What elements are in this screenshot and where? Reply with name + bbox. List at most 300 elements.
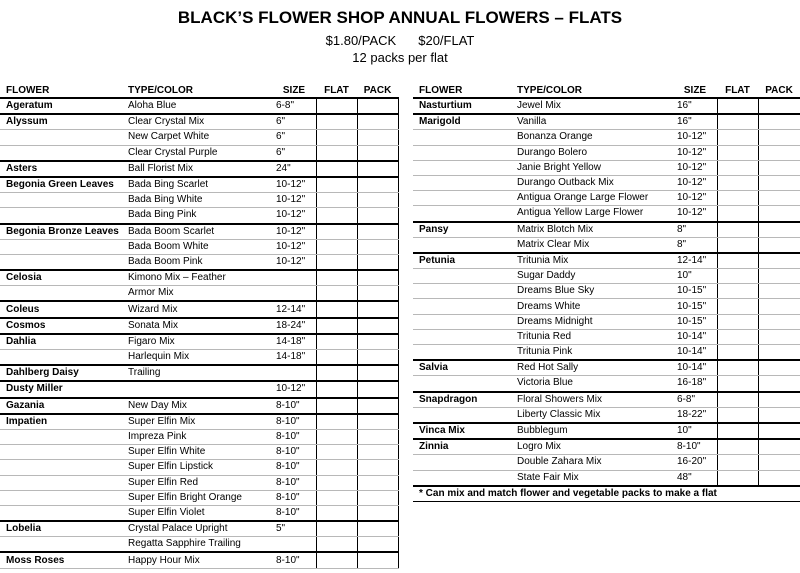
flower-cell <box>413 299 511 314</box>
table-row <box>413 222 800 238</box>
flower-cell <box>413 470 511 486</box>
flower-cell <box>0 537 122 553</box>
pack-qty-cell[interactable] <box>357 224 398 240</box>
pack-qty-cell[interactable] <box>357 414 398 430</box>
table-row <box>413 329 800 344</box>
type-color-cell: Floral Showers Mix <box>511 392 673 408</box>
pack-qty-cell[interactable] <box>357 505 398 521</box>
flat-qty-cell[interactable] <box>316 301 357 317</box>
pack-qty-cell[interactable] <box>758 191 800 206</box>
flat-qty-cell[interactable] <box>717 145 758 160</box>
type-color-cell: Impreza Pink <box>122 429 272 444</box>
pack-qty-cell[interactable] <box>357 398 398 414</box>
table-row <box>0 224 398 240</box>
pack-qty-cell[interactable] <box>758 439 800 455</box>
type-color-cell: Aloha Blue <box>122 98 272 114</box>
type-color-cell: Tritunia Red <box>511 329 673 344</box>
pack-qty-cell[interactable] <box>758 237 800 253</box>
table-row <box>0 177 398 193</box>
type-color-cell: Tritunia Mix <box>511 253 673 269</box>
flat-qty-cell[interactable] <box>316 365 357 381</box>
size-cell: 10-12" <box>272 193 316 208</box>
type-color-cell: Bada Bing White <box>122 193 272 208</box>
type-color-cell: Bada Boom Scarlet <box>122 224 272 240</box>
flower-cell: Pansy <box>413 222 511 238</box>
col-size: SIZE <box>272 83 316 98</box>
table-row <box>0 398 398 414</box>
size-cell: 8-10" <box>272 414 316 430</box>
size-cell: 8-10" <box>272 490 316 505</box>
flower-cell <box>0 460 122 475</box>
flower-cell: Marigold <box>413 114 511 130</box>
flat-qty-cell[interactable] <box>316 161 357 177</box>
pack-qty-cell[interactable] <box>357 270 398 286</box>
type-color-cell: Dreams White <box>511 299 673 314</box>
flat-qty-cell[interactable] <box>717 345 758 361</box>
pack-qty-cell[interactable] <box>357 381 398 397</box>
pack-qty-cell[interactable] <box>758 160 800 175</box>
type-color-cell: Bada Bing Scarlet <box>122 177 272 193</box>
size-cell <box>272 365 316 381</box>
size-cell: 8-10" <box>673 439 717 455</box>
size-cell <box>272 537 316 553</box>
type-color-cell: Durango Bolero <box>511 145 673 160</box>
table-row <box>413 423 800 439</box>
type-color-cell: Kimono Mix – Feather <box>122 270 272 286</box>
flower-cell: Begonia Green Leaves <box>0 177 122 193</box>
flower-cell: Zinnia <box>413 439 511 455</box>
flat-qty-cell[interactable] <box>316 286 357 302</box>
table-row <box>0 460 398 475</box>
type-color-cell: Super Elfin Bright Orange <box>122 490 272 505</box>
col-flower: FLOWER <box>413 83 511 98</box>
flower-cell <box>0 429 122 444</box>
flower-cell <box>413 329 511 344</box>
table-row <box>0 445 398 460</box>
table-row <box>0 552 398 568</box>
flat-qty-cell[interactable] <box>316 98 357 114</box>
flower-cell: Coleus <box>0 301 122 317</box>
price-line <box>0 33 800 48</box>
flower-table-left <box>0 83 399 569</box>
flat-qty-cell[interactable] <box>316 270 357 286</box>
flower-cell <box>413 284 511 299</box>
flat-qty-cell[interactable] <box>717 470 758 486</box>
table-row <box>0 270 398 286</box>
table-row <box>413 269 800 284</box>
flat-qty-cell[interactable] <box>717 407 758 423</box>
size-cell: 10-12" <box>272 239 316 254</box>
flat-qty-cell[interactable] <box>316 208 357 224</box>
size-cell: 10-12" <box>272 177 316 193</box>
flower-cell <box>0 350 122 366</box>
size-cell: 10-12" <box>272 224 316 240</box>
table-row <box>413 98 800 114</box>
pack-qty-cell[interactable] <box>357 429 398 444</box>
pack-qty-cell[interactable] <box>357 475 398 490</box>
flat-qty-cell[interactable] <box>717 284 758 299</box>
flat-qty-cell[interactable] <box>316 145 357 161</box>
size-cell: 6" <box>272 114 316 130</box>
table-row <box>413 130 800 145</box>
type-color-cell: Harlequin Mix <box>122 350 272 366</box>
flower-cell <box>0 505 122 521</box>
flower-cell: Gazania <box>0 398 122 414</box>
flat-qty-cell[interactable] <box>717 360 758 376</box>
table-row <box>0 414 398 430</box>
pack-qty-cell[interactable] <box>758 423 800 439</box>
flat-qty-cell[interactable] <box>316 254 357 270</box>
flat-qty-cell[interactable] <box>316 130 357 145</box>
size-cell: 24" <box>272 161 316 177</box>
col-pack: PACK <box>357 83 398 98</box>
size-cell: 14-18" <box>272 350 316 366</box>
size-cell: 48" <box>673 470 717 486</box>
pack-qty-cell[interactable] <box>357 193 398 208</box>
flower-cell <box>0 254 122 270</box>
type-color-cell: Super Elfin Mix <box>122 414 272 430</box>
flat-qty-cell[interactable] <box>717 222 758 238</box>
type-color-cell: Sonata Mix <box>122 318 272 334</box>
flat-qty-cell[interactable] <box>316 445 357 460</box>
table-row <box>0 381 398 397</box>
type-color-cell: Crystal Palace Upright <box>122 521 272 537</box>
flower-cell <box>413 175 511 190</box>
col-flat: FLAT <box>717 83 758 98</box>
flat-qty-cell[interactable] <box>717 299 758 314</box>
pack-qty-cell[interactable] <box>357 98 398 114</box>
size-cell: 18-24" <box>272 318 316 334</box>
flower-cell <box>0 193 122 208</box>
flat-qty-cell[interactable] <box>717 314 758 329</box>
type-color-cell: Vanilla <box>511 114 673 130</box>
pack-qty-cell[interactable] <box>357 177 398 193</box>
flat-qty-cell[interactable] <box>316 398 357 414</box>
price-pack: $1.80/PACK <box>325 33 397 48</box>
type-color-cell: Wizard Mix <box>122 301 272 317</box>
pack-qty-cell[interactable] <box>758 98 800 114</box>
flower-cell <box>413 345 511 361</box>
flat-qty-cell[interactable] <box>717 253 758 269</box>
table-row <box>0 208 398 224</box>
flat-qty-cell[interactable] <box>717 392 758 408</box>
pack-qty-cell[interactable] <box>357 365 398 381</box>
flat-qty-cell[interactable] <box>717 269 758 284</box>
flat-qty-cell[interactable] <box>316 490 357 505</box>
size-cell: 8-10" <box>272 460 316 475</box>
type-color-cell: State Fair Mix <box>511 470 673 486</box>
table-row <box>0 365 398 381</box>
pack-qty-cell[interactable] <box>758 314 800 329</box>
pack-qty-cell[interactable] <box>758 345 800 361</box>
type-color-cell: Antigua Yellow Large Flower <box>511 206 673 222</box>
flat-qty-cell[interactable] <box>316 505 357 521</box>
flat-qty-cell[interactable] <box>316 552 357 568</box>
table-row <box>413 360 800 376</box>
size-cell: 10-12" <box>673 206 717 222</box>
table-row <box>0 114 398 130</box>
size-cell: 10" <box>673 423 717 439</box>
type-color-cell: Janie Bright Yellow <box>511 160 673 175</box>
flower-table-right <box>413 83 800 502</box>
pack-qty-cell[interactable] <box>357 460 398 475</box>
pack-qty-cell[interactable] <box>357 537 398 553</box>
type-color-cell: Super Elfin Red <box>122 475 272 490</box>
table-row <box>0 490 398 505</box>
pack-qty-cell[interactable] <box>758 175 800 190</box>
size-cell: 10" <box>673 269 717 284</box>
pack-qty-cell[interactable] <box>357 254 398 270</box>
pack-qty-cell[interactable] <box>758 269 800 284</box>
table-row <box>0 239 398 254</box>
pack-qty-cell[interactable] <box>357 445 398 460</box>
type-color-cell: Bada Boom White <box>122 239 272 254</box>
size-cell: 16" <box>673 98 717 114</box>
type-color-cell: Dreams Midnight <box>511 314 673 329</box>
table-row <box>413 376 800 392</box>
type-color-cell: Victoria Blue <box>511 376 673 392</box>
flower-cell <box>0 130 122 145</box>
flat-qty-cell[interactable] <box>316 239 357 254</box>
pack-qty-cell[interactable] <box>758 145 800 160</box>
flat-qty-cell[interactable] <box>316 318 357 334</box>
pack-qty-cell[interactable] <box>357 239 398 254</box>
size-cell: 6" <box>272 130 316 145</box>
table-header-row <box>413 83 800 98</box>
pack-qty-cell[interactable] <box>357 350 398 366</box>
table-row <box>0 350 398 366</box>
flower-cell <box>413 160 511 175</box>
pack-qty-cell[interactable] <box>357 490 398 505</box>
flat-qty-cell[interactable] <box>717 160 758 175</box>
price-flat: $20/FLAT <box>418 33 475 48</box>
flat-qty-cell[interactable] <box>316 429 357 444</box>
size-cell: 10-12" <box>673 175 717 190</box>
type-color-cell <box>122 381 272 397</box>
pack-qty-cell[interactable] <box>357 145 398 161</box>
pack-qty-cell[interactable] <box>758 299 800 314</box>
type-color-cell: Red Hot Sally <box>511 360 673 376</box>
pack-qty-cell[interactable] <box>758 284 800 299</box>
pack-qty-cell[interactable] <box>758 206 800 222</box>
flower-cell: Alyssum <box>0 114 122 130</box>
pack-qty-cell[interactable] <box>357 208 398 224</box>
size-cell: 8-10" <box>272 552 316 568</box>
flat-qty-cell[interactable] <box>717 376 758 392</box>
type-color-cell: Double Zahara Mix <box>511 455 673 470</box>
table-row <box>413 206 800 222</box>
type-color-cell: New Carpet White <box>122 130 272 145</box>
flower-cell: Ageratum <box>0 98 122 114</box>
type-color-cell: Bada Boom Pink <box>122 254 272 270</box>
flower-cell <box>0 475 122 490</box>
size-cell: 10-12" <box>673 130 717 145</box>
flower-cell: Begonia Bronze Leaves <box>0 224 122 240</box>
flat-qty-cell[interactable] <box>717 175 758 190</box>
flower-cell <box>413 455 511 470</box>
flat-qty-cell[interactable] <box>717 191 758 206</box>
table-row <box>413 175 800 190</box>
type-color-cell: New Day Mix <box>122 398 272 414</box>
pack-qty-cell[interactable] <box>758 392 800 408</box>
size-cell: 10-14" <box>673 345 717 361</box>
size-cell: 10-12" <box>673 145 717 160</box>
table-row <box>413 439 800 455</box>
size-cell: 16-20" <box>673 455 717 470</box>
table-row <box>0 161 398 177</box>
size-cell: 8" <box>673 237 717 253</box>
flower-cell: Moss Roses <box>0 552 122 568</box>
type-color-cell: Matrix Clear Mix <box>511 237 673 253</box>
type-color-cell: Super Elfin White <box>122 445 272 460</box>
table-row <box>413 392 800 408</box>
pack-qty-cell[interactable] <box>357 552 398 568</box>
footnote: * Can mix and match flower and vegetable packs to make a flat <box>413 486 800 502</box>
flower-cell: Cosmos <box>0 318 122 334</box>
pack-qty-cell[interactable] <box>758 376 800 392</box>
type-color-cell: Clear Crystal Purple <box>122 145 272 161</box>
pack-qty-cell[interactable] <box>758 130 800 145</box>
size-cell: 12-14" <box>272 301 316 317</box>
type-color-cell: Happy Hour Mix <box>122 552 272 568</box>
type-color-cell: Sugar Daddy <box>511 269 673 284</box>
col-pack: PACK <box>758 83 800 98</box>
flat-qty-cell[interactable] <box>316 114 357 130</box>
type-color-cell: Ball Florist Mix <box>122 161 272 177</box>
type-color-cell: Figaro Mix <box>122 334 272 350</box>
table-row <box>413 345 800 361</box>
flat-qty-cell[interactable] <box>717 130 758 145</box>
flat-qty-cell[interactable] <box>717 439 758 455</box>
size-cell: 10-14" <box>673 329 717 344</box>
pack-qty-cell[interactable] <box>357 334 398 350</box>
table-row <box>413 470 800 486</box>
flat-qty-cell[interactable] <box>316 350 357 366</box>
flower-cell <box>413 314 511 329</box>
size-cell: 8-10" <box>272 398 316 414</box>
pack-qty-cell[interactable] <box>758 360 800 376</box>
pack-qty-cell[interactable] <box>758 222 800 238</box>
pack-qty-cell[interactable] <box>758 253 800 269</box>
flower-cell: Dusty Miller <box>0 381 122 397</box>
table-row <box>413 455 800 470</box>
flat-qty-cell[interactable] <box>717 206 758 222</box>
pack-qty-cell[interactable] <box>357 286 398 302</box>
flower-cell <box>413 130 511 145</box>
type-color-cell: Matrix Blotch Mix <box>511 222 673 238</box>
flat-qty-cell[interactable] <box>316 224 357 240</box>
pack-qty-cell[interactable] <box>758 455 800 470</box>
flat-qty-cell[interactable] <box>316 460 357 475</box>
flat-qty-cell[interactable] <box>316 414 357 430</box>
size-cell: 6-8" <box>673 392 717 408</box>
table-row <box>0 98 398 114</box>
flower-cell <box>0 145 122 161</box>
col-type: TYPE/COLOR <box>511 83 673 98</box>
flower-cell <box>413 145 511 160</box>
flat-qty-cell[interactable] <box>717 423 758 439</box>
table-row <box>413 314 800 329</box>
size-cell: 12-14" <box>673 253 717 269</box>
type-color-cell: Tritunia Pink <box>511 345 673 361</box>
flat-qty-cell[interactable] <box>316 521 357 537</box>
type-color-cell: Super Elfin Violet <box>122 505 272 521</box>
size-cell: 18-22" <box>673 407 717 423</box>
table-row <box>0 145 398 161</box>
table-row <box>413 253 800 269</box>
flat-qty-cell[interactable] <box>316 334 357 350</box>
col-flower: FLOWER <box>0 83 122 98</box>
pack-qty-cell[interactable] <box>357 521 398 537</box>
pack-qty-cell[interactable] <box>758 407 800 423</box>
flat-qty-cell[interactable] <box>717 114 758 130</box>
type-color-cell: Dreams Blue Sky <box>511 284 673 299</box>
table-row <box>0 286 398 302</box>
pack-qty-cell[interactable] <box>357 318 398 334</box>
size-cell: 10-14" <box>673 360 717 376</box>
size-cell: 10-12" <box>673 191 717 206</box>
pack-qty-cell[interactable] <box>758 470 800 486</box>
size-cell: 8-10" <box>272 505 316 521</box>
table-row <box>0 475 398 490</box>
type-color-cell: Jewel Mix <box>511 98 673 114</box>
flat-qty-cell[interactable] <box>316 475 357 490</box>
flower-cell <box>0 445 122 460</box>
flat-qty-cell[interactable] <box>316 537 357 553</box>
flower-cell <box>413 237 511 253</box>
flat-qty-cell[interactable] <box>316 381 357 397</box>
pack-qty-cell[interactable] <box>357 301 398 317</box>
flat-qty-cell[interactable] <box>717 98 758 114</box>
flower-cell: Lobelia <box>0 521 122 537</box>
table-row <box>0 537 398 553</box>
table-row <box>0 193 398 208</box>
flower-cell: Petunia <box>413 253 511 269</box>
type-color-cell: Logro Mix <box>511 439 673 455</box>
flower-cell <box>0 208 122 224</box>
pack-qty-cell[interactable] <box>758 114 800 130</box>
pack-qty-cell[interactable] <box>357 130 398 145</box>
size-cell: 5" <box>272 521 316 537</box>
type-color-cell: Bada Bing Pink <box>122 208 272 224</box>
flat-qty-cell[interactable] <box>316 177 357 193</box>
table-row <box>413 191 800 206</box>
size-cell: 10-12" <box>673 160 717 175</box>
type-color-cell: Antigua Orange Large Flower <box>511 191 673 206</box>
size-cell <box>272 270 316 286</box>
table-row <box>413 407 800 423</box>
pack-qty-cell[interactable] <box>357 161 398 177</box>
col-type: TYPE/COLOR <box>122 83 272 98</box>
size-cell: 10-15" <box>673 314 717 329</box>
size-cell: 16-18" <box>673 376 717 392</box>
table-row <box>413 299 800 314</box>
type-color-cell: Bubblegum <box>511 423 673 439</box>
flat-qty-cell[interactable] <box>717 237 758 253</box>
flower-cell <box>0 239 122 254</box>
flat-qty-cell[interactable] <box>717 455 758 470</box>
pack-qty-cell[interactable] <box>357 114 398 130</box>
table-row <box>0 521 398 537</box>
size-cell: 14-18" <box>272 334 316 350</box>
type-color-cell: Trailing <box>122 365 272 381</box>
flat-qty-cell[interactable] <box>717 329 758 344</box>
flat-qty-cell[interactable] <box>316 193 357 208</box>
size-cell: 16" <box>673 114 717 130</box>
flower-cell: Vinca Mix <box>413 423 511 439</box>
type-color-cell: Clear Crystal Mix <box>122 114 272 130</box>
pack-qty-cell[interactable] <box>758 329 800 344</box>
